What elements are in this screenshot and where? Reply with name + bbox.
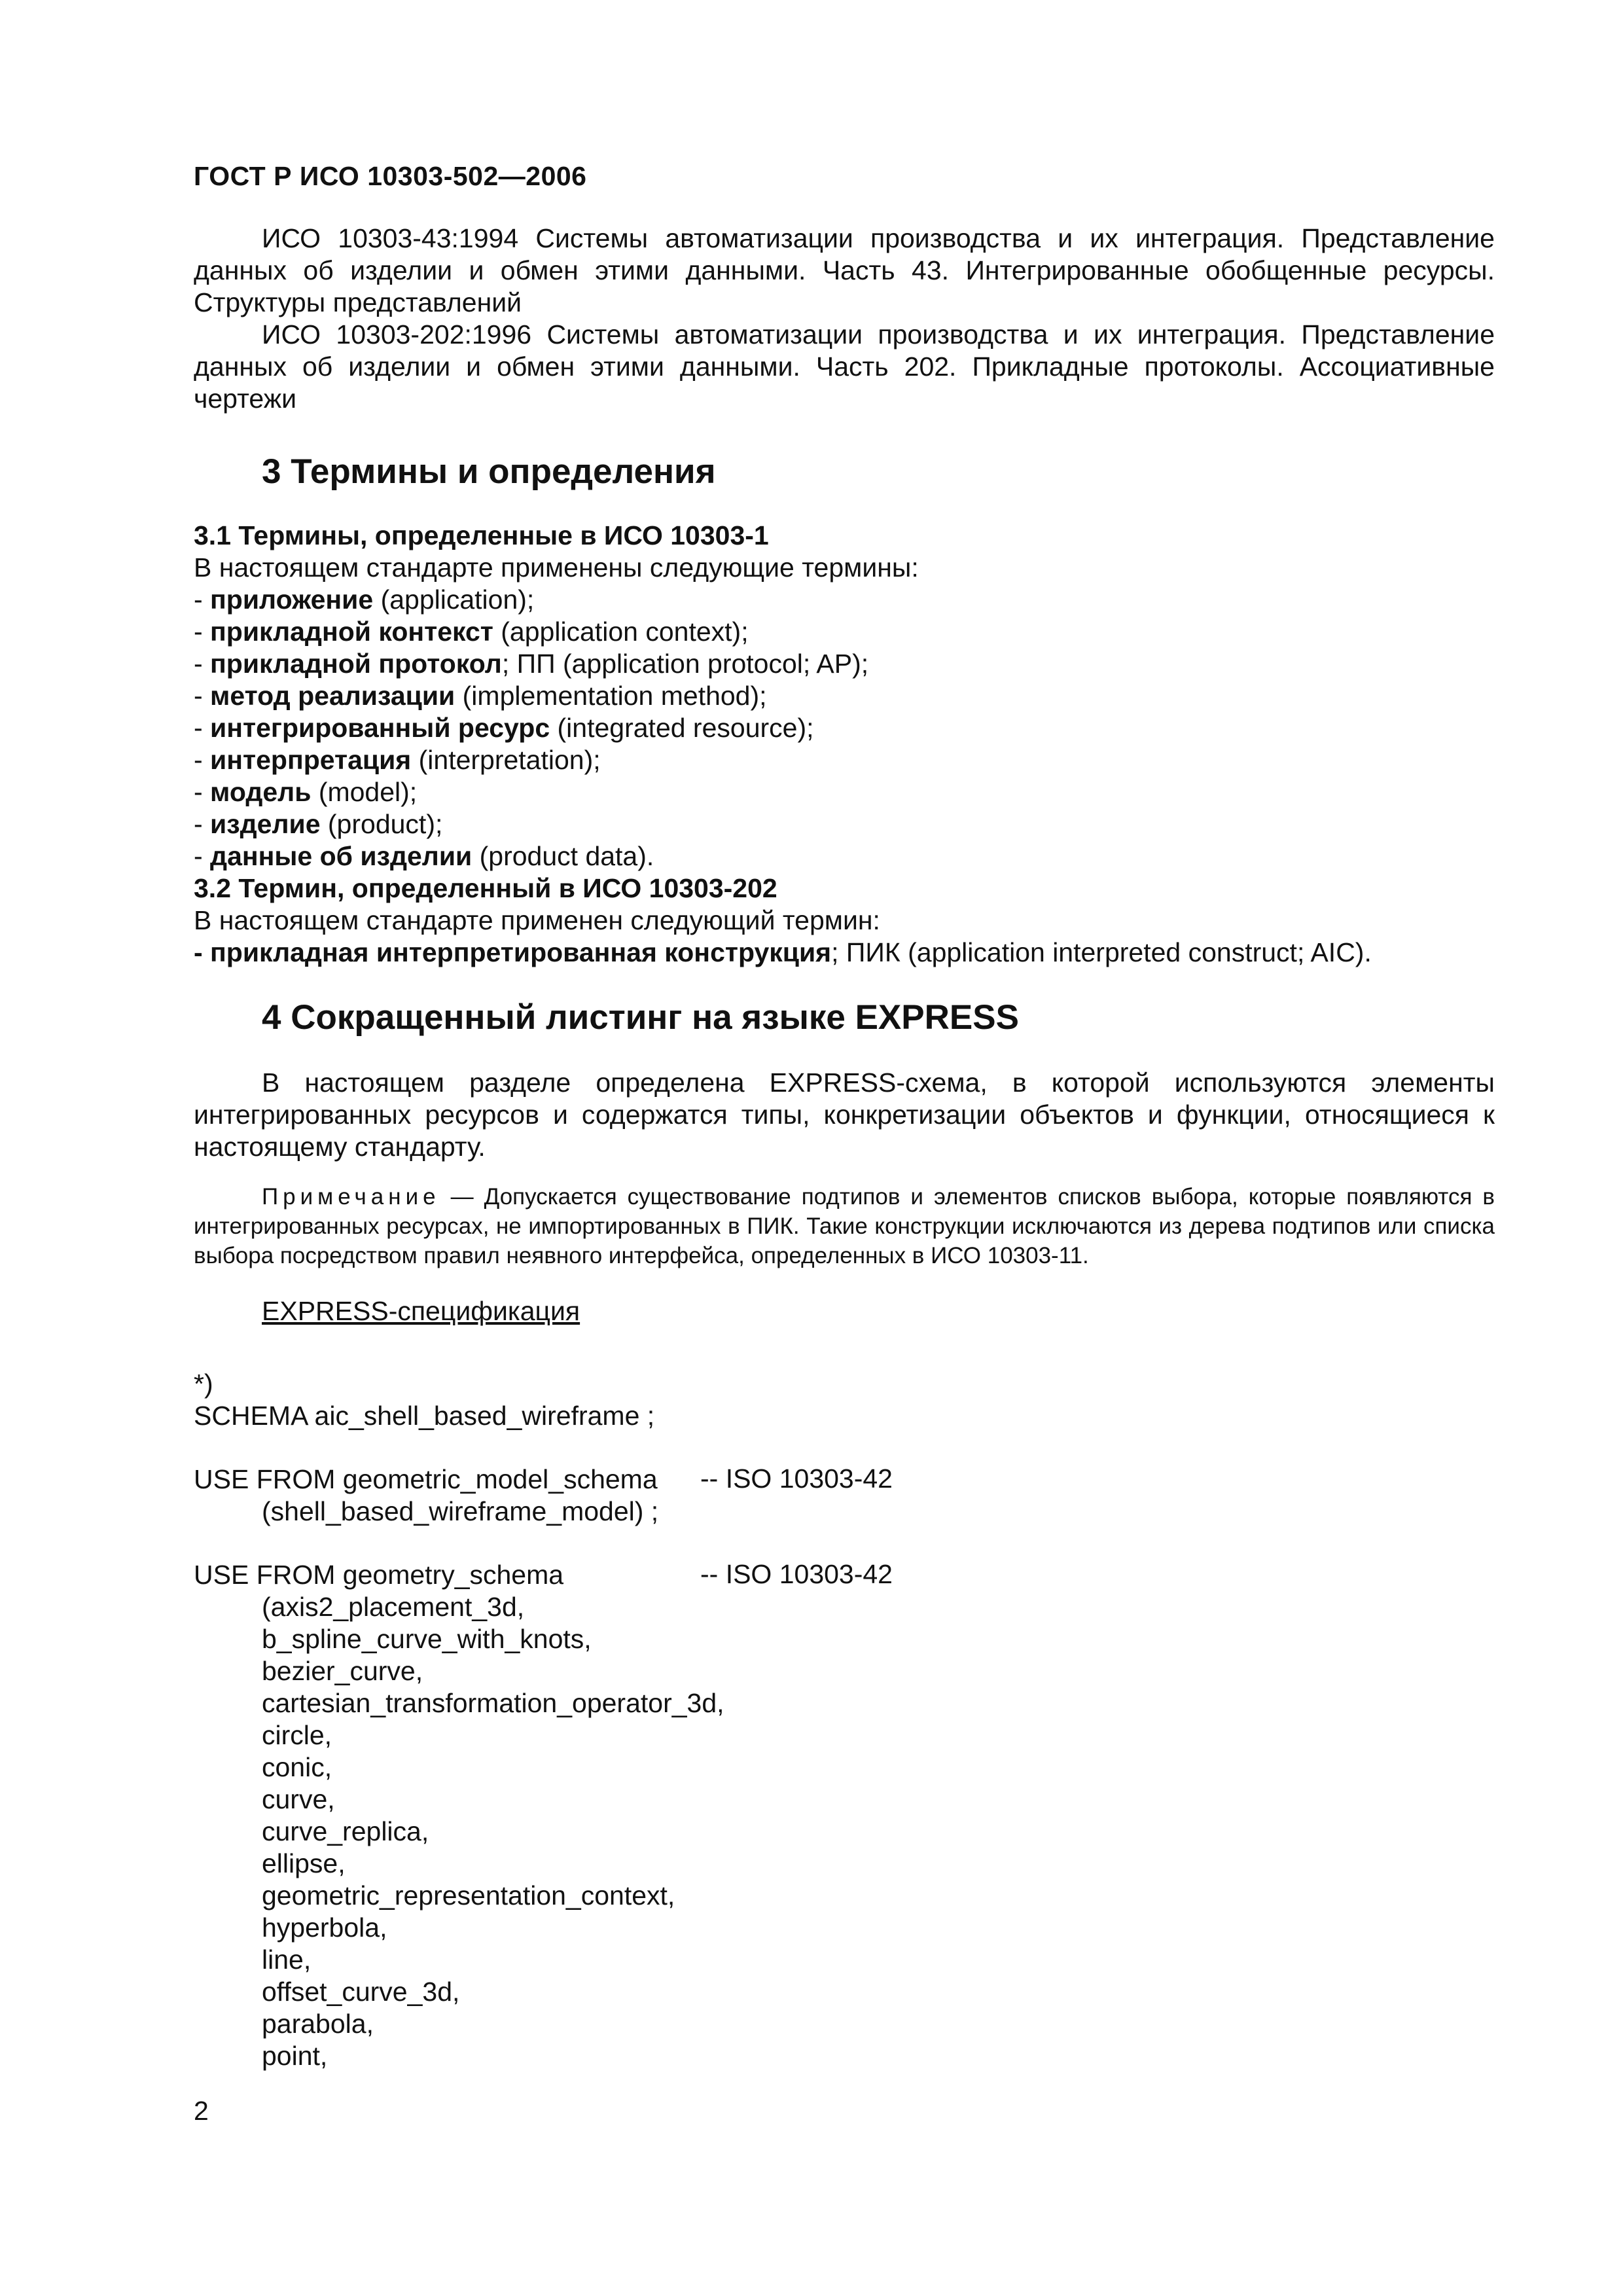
express-listing	[194, 1368, 1495, 1432]
normative-references	[194, 223, 1495, 415]
term-item: - данные об изделии (product data).	[194, 841, 654, 871]
code-use-item: geometric_representation_context,	[262, 1880, 675, 1910]
code-use-item: circle,	[262, 1720, 332, 1750]
page-number: 2	[194, 2096, 209, 2126]
term-item: - интерпретация (interpretation);	[194, 745, 601, 775]
code-use-line: USE FROM geometric_model_schema	[194, 1464, 658, 1494]
term-item: - интегрированный ресурс (integrated resource);	[194, 713, 814, 743]
code-use-item: (shell_based_wireframe_model) ;	[262, 1496, 659, 1526]
section-3-body	[194, 520, 1495, 969]
express-use-geometry	[194, 1559, 1495, 2072]
section-4-body	[194, 1067, 1495, 1163]
subsection-3-2-intro: В настоящем стандарте применен следующий термин:	[194, 905, 880, 935]
term-translation: ; ПИК (application interpreted construct; AIC).	[831, 937, 1372, 967]
code-use-line: USE FROM geometry_schema	[194, 1560, 564, 1590]
code-use-item: offset_curve_3d,	[262, 1977, 460, 2007]
term-translation: (implementation method);	[455, 681, 767, 711]
code-use-item: (axis2_placement_3d,	[262, 1592, 525, 1622]
code-use-item: bezier_curve,	[262, 1656, 423, 1686]
term-translation: (application context);	[493, 617, 749, 647]
code-use-item: parabola,	[262, 2009, 374, 2039]
code-comment-iso: -- ISO 10303-42	[700, 1559, 893, 1589]
term-translation: (product data).	[472, 841, 654, 871]
term-item-aic	[194, 937, 1495, 969]
reference-iso-10303-202: ИСО 10303-202:1996 Системы автоматизации производства и их интеграция. Представление данных об изделии и обмен этими данными. Часть 202. Прикладные протоколы. Ассоциативные чертежи	[194, 319, 1495, 414]
term-item: - модель (model);	[194, 777, 418, 807]
term-translation: (model);	[311, 777, 418, 807]
code-use-item: conic,	[262, 1752, 332, 1782]
term-item: - прикладной контекст (application context);	[194, 617, 749, 647]
term-name: модель	[210, 777, 312, 807]
subsection-3-2-heading: 3.2 Термин, определенный в ИСО 10303-202	[194, 873, 777, 903]
term-item: - изделие (product);	[194, 809, 443, 839]
code-use-item: b_spline_curve_with_knots,	[262, 1624, 592, 1654]
standard-code-header: ГОСТ Р ИСО 10303-502—2006	[194, 161, 587, 191]
term-translation: (product);	[320, 809, 443, 839]
term-translation: (interpretation);	[411, 745, 601, 775]
term-item: - приложение (application);	[194, 584, 535, 615]
term-name: интерпретация	[210, 745, 412, 775]
term-name: приложение	[210, 584, 374, 615]
note-block	[194, 1182, 1495, 1270]
code-use-item: line,	[262, 1945, 312, 1975]
code-use-item: cartesian_transformation_operator_3d,	[262, 1688, 724, 1718]
code-use-item: hyperbola,	[262, 1912, 387, 1943]
term-name: данные об изделии	[210, 841, 473, 871]
code-comment-iso: -- ISO 10303-42	[700, 1463, 893, 1494]
subsection-3-1-intro: В настоящем стандарте применены следующие термины:	[194, 552, 919, 583]
subsection-3-1-heading: 3.1 Термины, определенные в ИСО 10303-1	[194, 520, 769, 550]
term-item: - прикладной протокол; ПП (application protocol; AP);	[194, 649, 869, 679]
term-item: - метод реализации (implementation method);	[194, 681, 767, 711]
note-label: Примечание	[262, 1184, 440, 1210]
term-name: интегрированный ресурс	[210, 713, 550, 743]
term-name: изделие	[210, 809, 321, 839]
code-use-item: curve_replica,	[262, 1816, 429, 1846]
code-use-item: ellipse,	[262, 1848, 346, 1878]
term-name: - прикладная интерпретированная конструкция	[194, 937, 832, 967]
code-use-item: point,	[262, 2041, 328, 2071]
terms-list	[194, 584, 1495, 872]
term-translation: ; ПП (application protocol; AP);	[501, 649, 869, 679]
reference-iso-10303-43: ИСО 10303-43:1994 Системы автоматизации производства и их интеграция. Представление данных об изделии и обмен этими данными. Часть 43. Интегрированные обобщенные ресурсы. Структуры представлений	[194, 223, 1495, 317]
term-translation: (application);	[373, 584, 535, 615]
section-4-paragraph: В настоящем разделе определена EXPRESS-схема, в которой используются элементы интегрированных ресурсов и содержатся типы, конкретизации объектов и функции, относящиеся к настоящему стандарту.	[194, 1067, 1495, 1162]
term-name: прикладной контекст	[210, 617, 493, 647]
express-spec-title: EXPRESS-спецификация	[262, 1296, 580, 1326]
section-4-heading: 4 Сокращенный листинг на языке EXPRESS	[262, 998, 1019, 1037]
note-text: — Допускается существование подтипов и элементов списков выбора, которые появляются в интегрированных ресурсах, не импортированных в ПИК. Такие конструкции исключаются из дерева подтипов или списка выбора посредством правил неявного интерфейса, определенных в ИСО 10303-11.	[194, 1184, 1495, 1268]
section-3-heading: 3 Термины и определения	[262, 452, 716, 491]
code-open-comment: *)	[194, 1369, 213, 1399]
term-name: прикладной протокол	[210, 649, 502, 679]
term-translation: (integrated resource);	[550, 713, 814, 743]
term-name: метод реализации	[210, 681, 455, 711]
code-schema-line: SCHEMA aic_shell_based_wireframe ;	[194, 1401, 655, 1431]
code-use-item: curve,	[262, 1784, 335, 1814]
note-paragraph	[194, 1182, 1495, 1270]
